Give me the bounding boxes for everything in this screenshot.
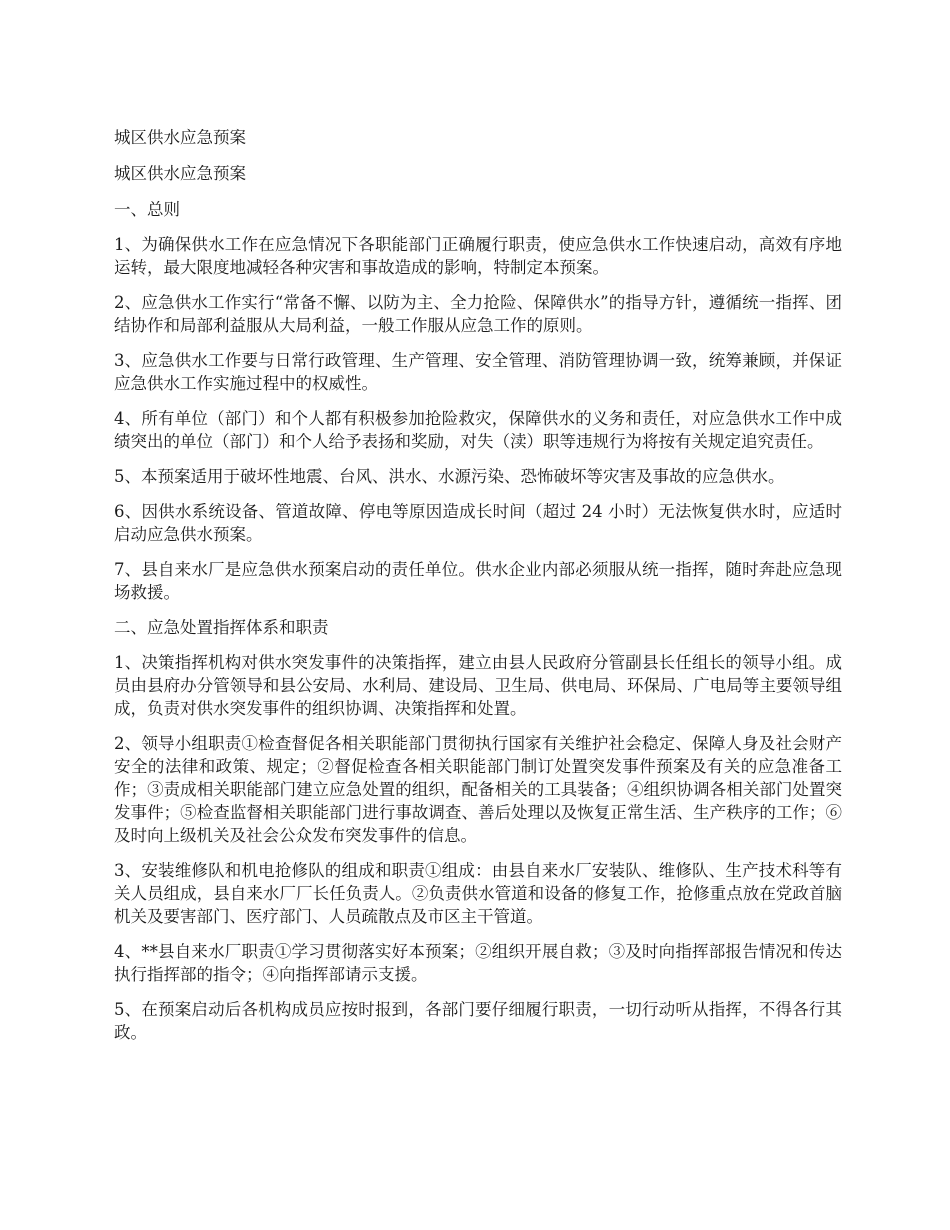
document-title: 城区供水应急预案 — [114, 128, 246, 147]
document-subtitle: 城区供水应急预案 — [114, 164, 246, 183]
section-heading-general: 一、总则 — [114, 200, 180, 219]
paragraph: 6、因供水系统设备、管道故障、停电等原因造成长时间（超过 24 小时）无法恢复供水时，应适时启动应急供水预案。 — [114, 502, 842, 544]
paragraph: 4、所有单位（部门）和个人都有积极参加抢险救灾，保障供水的义务和责任，对应急供水工作中成绩突出的单位（部门）和个人给予表扬和奖励，对失（渎）职等违规行为将按有关规定追究责任。 — [114, 409, 842, 451]
paragraph: 3、安装维修队和机电抢修队的组成和职责①组成：由县自来水厂安装队、维修队、生产技术科等有关人员组成，县自来水厂厂长任负责人。②负责供水管道和设备的修复工作，抢修重点放在党政首脑机关及要害部门、医疗部门、人员疏散点及市区主干管道。 — [114, 861, 842, 926]
paragraph: 5、在预案启动后各机构成员应按时报到，各部门要仔细履行职责，一切行动听从指挥，不得各行其政。 — [114, 1000, 842, 1042]
document-body — [114, 126, 842, 1056]
paragraph: 1、决策指挥机构对供水突发事件的决策指挥，建立由县人民政府分管副县长任组长的领导小组。成员由县府办分管领导和县公安局、水利局、建设局、卫生局、供电局、环保局、广电局等主要领导组成，负责对供水突发事件的组织协调、决策指挥和处置。 — [114, 653, 842, 718]
paragraph: 7、县自来水厂是应急供水预案启动的责任单位。供水企业内部必须服从统一指挥，随时奔赴应急现场救援。 — [114, 560, 842, 602]
paragraph: 2、应急供水工作实行“常备不懈、以防为主、全力抢险、保障供水”的指导方针，遵循统一指挥、团结协作和局部利益服从大局利益，一般工作服从应急工作的原则。 — [114, 293, 842, 335]
paragraph: 3、应急供水工作要与日常行政管理、生产管理、安全管理、消防管理协调一致，统筹兼顾，并保证应急供水工作实施过程中的权威性。 — [114, 351, 842, 393]
paragraph: 1、为确保供水工作在应急情况下各职能部门正确履行职责，使应急供水工作快速启动，高效有序地运转，最大限度地减轻各种灾害和事故造成的影响，特制定本预案。 — [114, 235, 842, 277]
section-heading-command-system: 二、应急处置指挥体系和职责 — [114, 618, 329, 637]
paragraph: 4、**县自来水厂职责①学习贯彻落实好本预案；②组织开展自救；③及时向指挥部报告情况和传达执行指挥部的指令；④向指挥部请示支援。 — [114, 942, 842, 984]
paragraph: 2、领导小组职责①检查督促各相关职能部门贯彻执行国家有关维护社会稳定、保障人身及社会财产安全的法律和政策、规定；②督促检查各相关职能部门制订处置突发事件预案及有关的应急准备工作；③责成相关职能部门建立应急处置的组织，配备相关的工具装备；④组织协调各相关部门处置突发事件；⑤检查监督相关职能部门进行事故调查、善后处理以及恢复正常生活、生产秩序的工作；⑥及时向上级机关及社会公众发布突发事件的信息。 — [114, 734, 842, 845]
paragraph: 5、本预案适用于破坏性地震、台风、洪水、水源污染、恐怖破坏等灾害及事故的应急供水。 — [114, 467, 785, 486]
